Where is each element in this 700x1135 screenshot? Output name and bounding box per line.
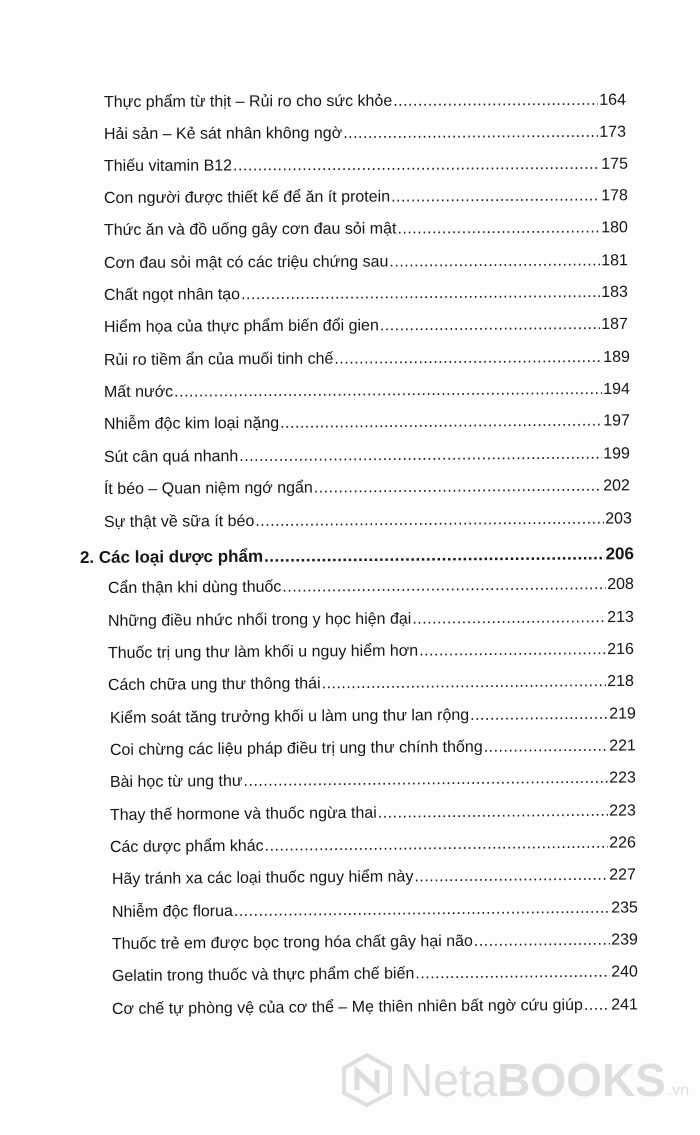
toc-entry [104,349,630,370]
toc-entry [104,156,628,176]
toc-entry [104,445,630,467]
toc-entry-page: 202 [603,477,630,495]
toc-entry-title: Con người được thiết kế để ăn ít protein [103,188,391,208]
dot-leader [474,932,610,951]
toc-entry-page: 203 [605,510,632,528]
dot-leader [239,446,602,467]
toc-entry-title: Nhiễm độc kim loại nặng [103,414,280,434]
toc-entry [104,316,628,337]
toc-entry-page: 197 [603,412,630,430]
toc-entry-title: Cơn đau sỏi mật có các triệu chứng sau [103,253,389,272]
dot-leader [264,544,605,566]
toc-entry [108,673,634,695]
watermark [340,1050,689,1110]
dot-leader [314,478,603,498]
toc-entry [104,381,630,402]
toc-entry-page: 208 [607,575,634,594]
toc-entry-page: 189 [603,348,630,366]
toc-entry-page: 239 [611,931,638,949]
netabooks-logo-icon [340,1053,394,1107]
toc-entry-page: 235 [611,899,638,917]
toc-entry-title: Cẩn thận khi dùng thuốc [107,578,282,598]
toc-entry-page: 183 [601,283,628,301]
toc-entry [112,996,638,1019]
dot-leader [389,252,600,271]
toc-entry [104,412,630,434]
toc-entry-page: 173 [599,123,626,141]
toc-entry-title: Nhiễm độc florua [111,902,233,922]
dot-leader [241,284,600,304]
toc-entry-title: Gelatin trong thuốc và thực phẩm chế biến [111,965,415,986]
toc-chapter-entry [80,544,634,568]
toc-entry-title: Sự thật về sữa ít béo [103,512,255,531]
toc-entry-page: 216 [607,640,634,659]
dot-leader [334,349,602,369]
dot-leader [243,770,608,791]
dot-leader [415,964,610,984]
toc-entry [110,834,636,857]
dot-leader [419,641,606,660]
toc-entry-page: 219 [609,705,636,723]
dot-leader [343,124,598,143]
toc-entry-title: Thuốc trẻ em được bọc trong hóa chất gây hại não [111,932,473,954]
dot-leader [174,381,602,402]
watermark-suffix: .vn [667,1082,690,1099]
toc-entry-title: Hiểm họa của thực phẩm biến đổi gien [103,317,379,337]
dot-leader [393,92,598,111]
toc-entry [104,92,626,112]
dot-leader [584,997,610,1015]
toc-entry [108,641,634,663]
toc-entry-page: 226 [609,834,636,852]
toc-entry-page: 181 [601,252,628,270]
toc-entry [104,477,630,499]
toc-entry-title: Coi chừng các liệu pháp điều trị ung thư chính thống [109,738,483,760]
toc-entry [110,737,636,760]
toc-entry-page: 221 [609,737,636,755]
dot-leader [265,835,609,856]
toc-entry-title: Chất ngọt nhân tạo [103,286,241,305]
toc-entry [104,187,628,208]
toc-entry-title: Những điều nhức nhối trong y học hiện đại [107,610,412,631]
toc-entry [104,219,628,240]
toc-entry [110,705,636,728]
toc-entry-title: Rủi ro tiềm ẩn của muối tinh chế [103,350,334,370]
toc-entry-page: 164 [599,91,626,109]
toc-entry-page: 194 [603,380,630,398]
dot-leader [391,187,600,206]
toc-entry [104,284,628,305]
toc-entry [110,802,636,825]
toc-entry [108,576,634,598]
toc-entry-page: 178 [601,187,628,205]
toc-entry-page: 175 [601,155,628,173]
toc-entry-title: Mất nước [103,383,174,402]
toc-entry-title: Các dược phẩm khác [109,837,264,857]
toc-entry-page: 218 [607,672,634,691]
toc-entry-page: 187 [601,315,628,333]
toc-entry [104,510,632,532]
dot-leader [255,511,604,531]
toc-entry-title: Ít béo – Quan niệm ngớ ngẩn [103,479,313,499]
dot-leader [397,219,600,238]
watermark-text: NetaBOOKS [400,1054,666,1106]
dot-leader [378,803,609,823]
dot-leader [234,900,610,921]
toc-entry-page: 213 [607,608,634,627]
toc-entry [104,252,628,273]
toc-entry-page: 223 [609,769,636,787]
dot-leader [380,316,601,335]
toc-entry-page: 206 [605,544,634,564]
dot-leader [414,867,608,887]
toc-entry-title: Thực phẩm từ thịt – Rủi ro cho sức khỏe [103,92,393,112]
toc-entry-title: Thay thế hormone và thuốc ngừa thai [109,804,377,825]
toc-entry-page: 227 [609,866,636,884]
toc-entry-title: Cơ chế tự phòng vệ của cơ thể – Mẹ thiên nhiên bất ngờ cứu giúp [111,996,583,1019]
toc-entry-title: Cách chữa ung thư thông thái [107,675,321,695]
dot-leader [233,156,600,176]
dot-leader [280,413,602,433]
toc-entry-title: Thuốc trị ung thư làm khối u nguy hiểm hơn [107,642,419,663]
toc-entry-page: 223 [609,802,636,820]
toc-entry-title: Hải sản – Kẻ sát nhân không ngờ [103,124,343,144]
toc-entry-title: Thức ăn và đồ uống gây cơn đau sỏi mật [103,220,397,240]
toc-entry [112,899,638,922]
toc-entry-page: 199 [603,445,630,463]
toc-entry [110,769,636,792]
dot-leader [484,738,609,757]
toc-entry-title: 2. Các loại dược phẩm [79,546,264,567]
toc-entry-page: 240 [611,963,638,981]
toc-entry-page: 180 [601,219,628,237]
toc-entry [108,609,634,631]
dot-leader [470,706,608,725]
toc-entry-title: Thiếu vitamin B12 [103,157,233,176]
toc-entry-title: Bài học từ ung thư [109,772,243,792]
toc-entry-title: Hãy tránh xa các loại thuốc nguy hiểm này [111,868,414,889]
toc-entry-title: Sút cân quá nhanh [103,448,239,467]
toc-entry [112,931,638,954]
dot-leader [322,673,607,693]
toc-entry-title: Kiểm soát tăng trưởng khối u làm ung thư lan rộng [109,706,470,728]
toc-entry [112,963,638,986]
dot-leader [282,576,606,597]
dot-leader [412,609,606,629]
toc-entry-page: 241 [611,996,638,1014]
toc-entry [112,866,636,889]
toc-entry [104,124,626,144]
